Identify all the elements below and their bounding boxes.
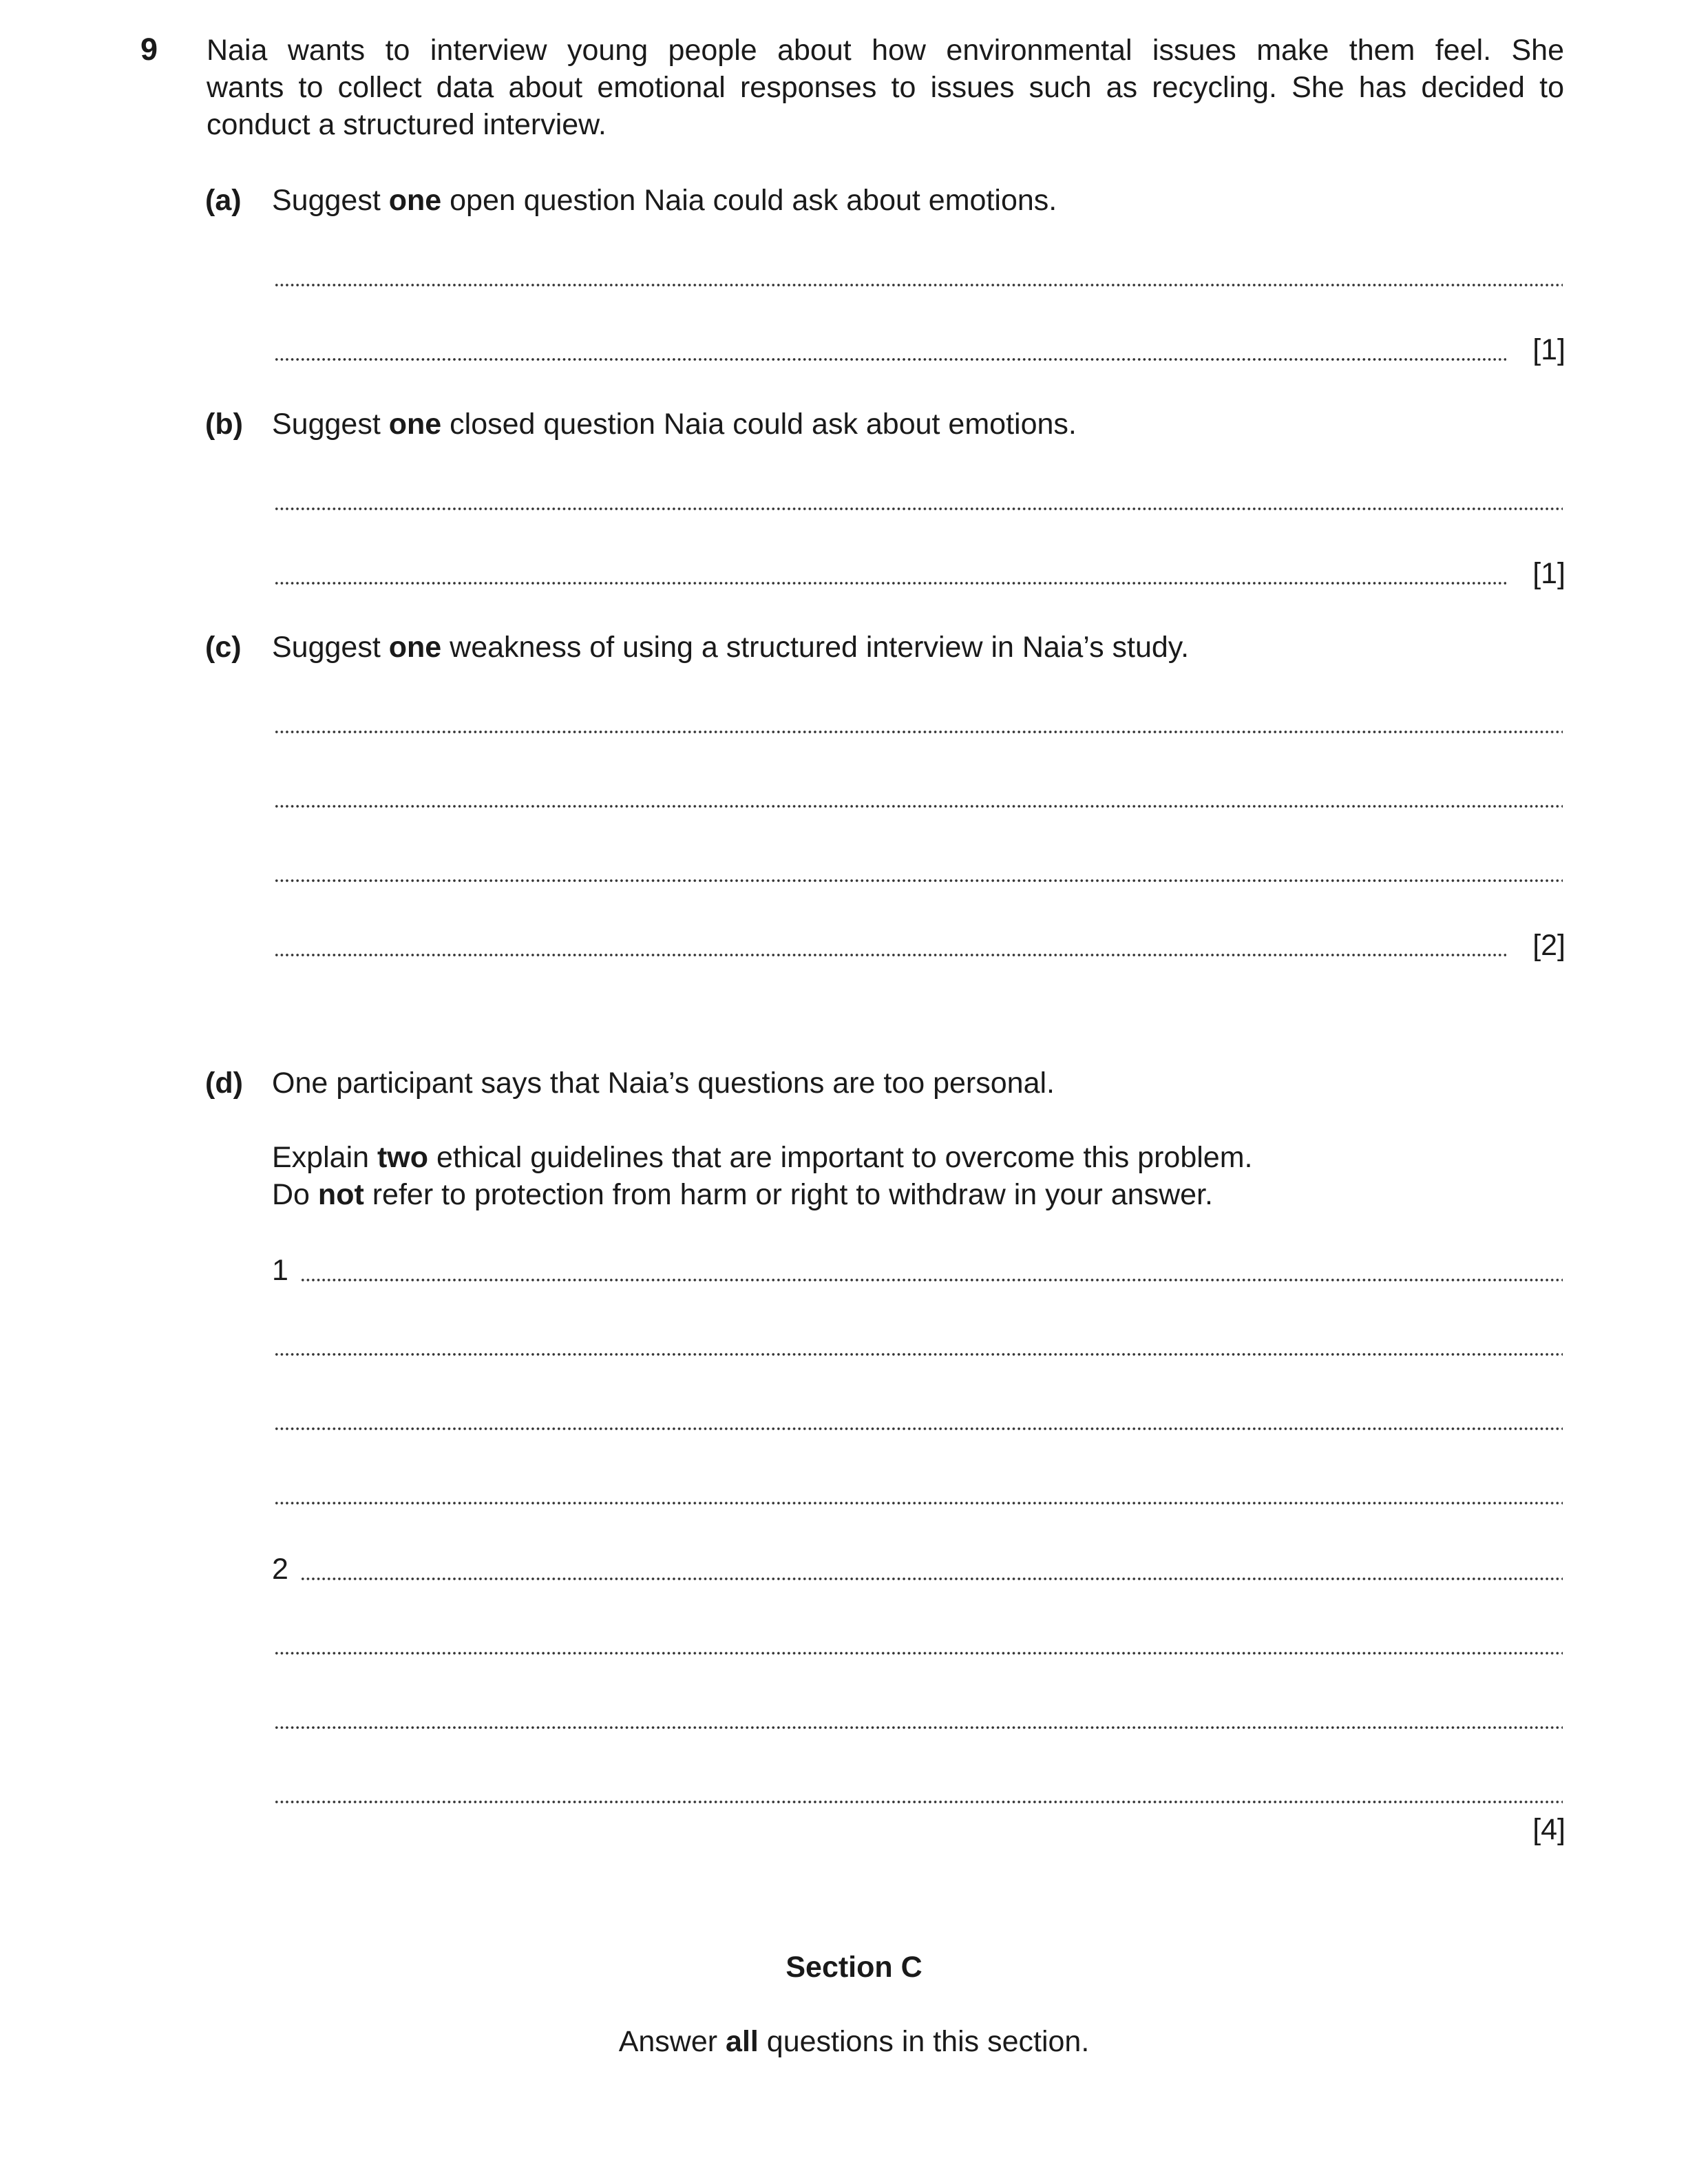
answer-line-c-3[interactable] — [274, 879, 1563, 882]
marks-a: [1] — [1532, 333, 1565, 366]
part-d-instruction-1: Explain two ethical guidelines that are important to overcome this problem. — [272, 1141, 1253, 1174]
part-b-label: (b) — [205, 408, 243, 441]
answer-line-b-2[interactable] — [274, 582, 1506, 585]
part-b-prompt: Suggest one closed question Naia could ask about emotions. — [272, 408, 1077, 441]
answer-line-c-1[interactable] — [274, 731, 1563, 733]
part-c-prompt: Suggest one weakness of using a structured interview in Naia’s study. — [272, 631, 1190, 664]
stem-line-1: Naia wants to interview young people about how environmental issues make them feel. She — [207, 34, 1564, 67]
answer-line-a-2[interactable] — [274, 358, 1506, 361]
answer-line-d-8[interactable] — [274, 1801, 1563, 1803]
answer-line-d-4[interactable] — [274, 1502, 1563, 1504]
stem-line-2: wants to collect data about emotional responses to issues such as recycling. She has decided to — [207, 71, 1564, 104]
part-a-prompt: Suggest one open question Naia could ask about emotions. — [272, 184, 1057, 217]
answer-line-b-1[interactable] — [274, 507, 1563, 510]
question-stem — [207, 32, 1564, 143]
part-a-label: (a) — [205, 184, 242, 217]
answer-number-2: 2 — [272, 1553, 288, 1586]
part-d-instruction-2: Do not refer to protection from harm or right to withdraw in your answer. — [272, 1178, 1213, 1211]
part-d-label: (d) — [205, 1067, 243, 1100]
answer-number-1: 1 — [272, 1254, 288, 1287]
answer-line-c-2[interactable] — [274, 805, 1563, 808]
answer-line-a-1[interactable] — [274, 284, 1563, 286]
section-instruction: Answer all questions in this section. — [618, 2025, 1090, 2058]
marks-d: [4] — [1532, 1813, 1565, 1846]
answer-line-c-4[interactable] — [274, 954, 1506, 956]
answer-line-d-7[interactable] — [274, 1726, 1563, 1729]
marks-c: [2] — [1532, 929, 1565, 962]
answer-line-d-6[interactable] — [274, 1652, 1563, 1655]
answer-line-d-3[interactable] — [274, 1427, 1563, 1430]
section-title: Section C — [786, 1951, 922, 1984]
question-number: 9 — [140, 32, 158, 67]
stem-line-3: conduct a structured interview. — [207, 108, 607, 141]
marks-b: [1] — [1532, 557, 1565, 590]
part-d-intro: One participant says that Naia’s questions are too personal. — [272, 1067, 1055, 1100]
part-c-label: (c) — [205, 631, 242, 664]
answer-line-d-5[interactable] — [300, 1577, 1563, 1580]
answer-line-d-1[interactable] — [300, 1279, 1563, 1281]
answer-line-d-2[interactable] — [274, 1353, 1563, 1356]
